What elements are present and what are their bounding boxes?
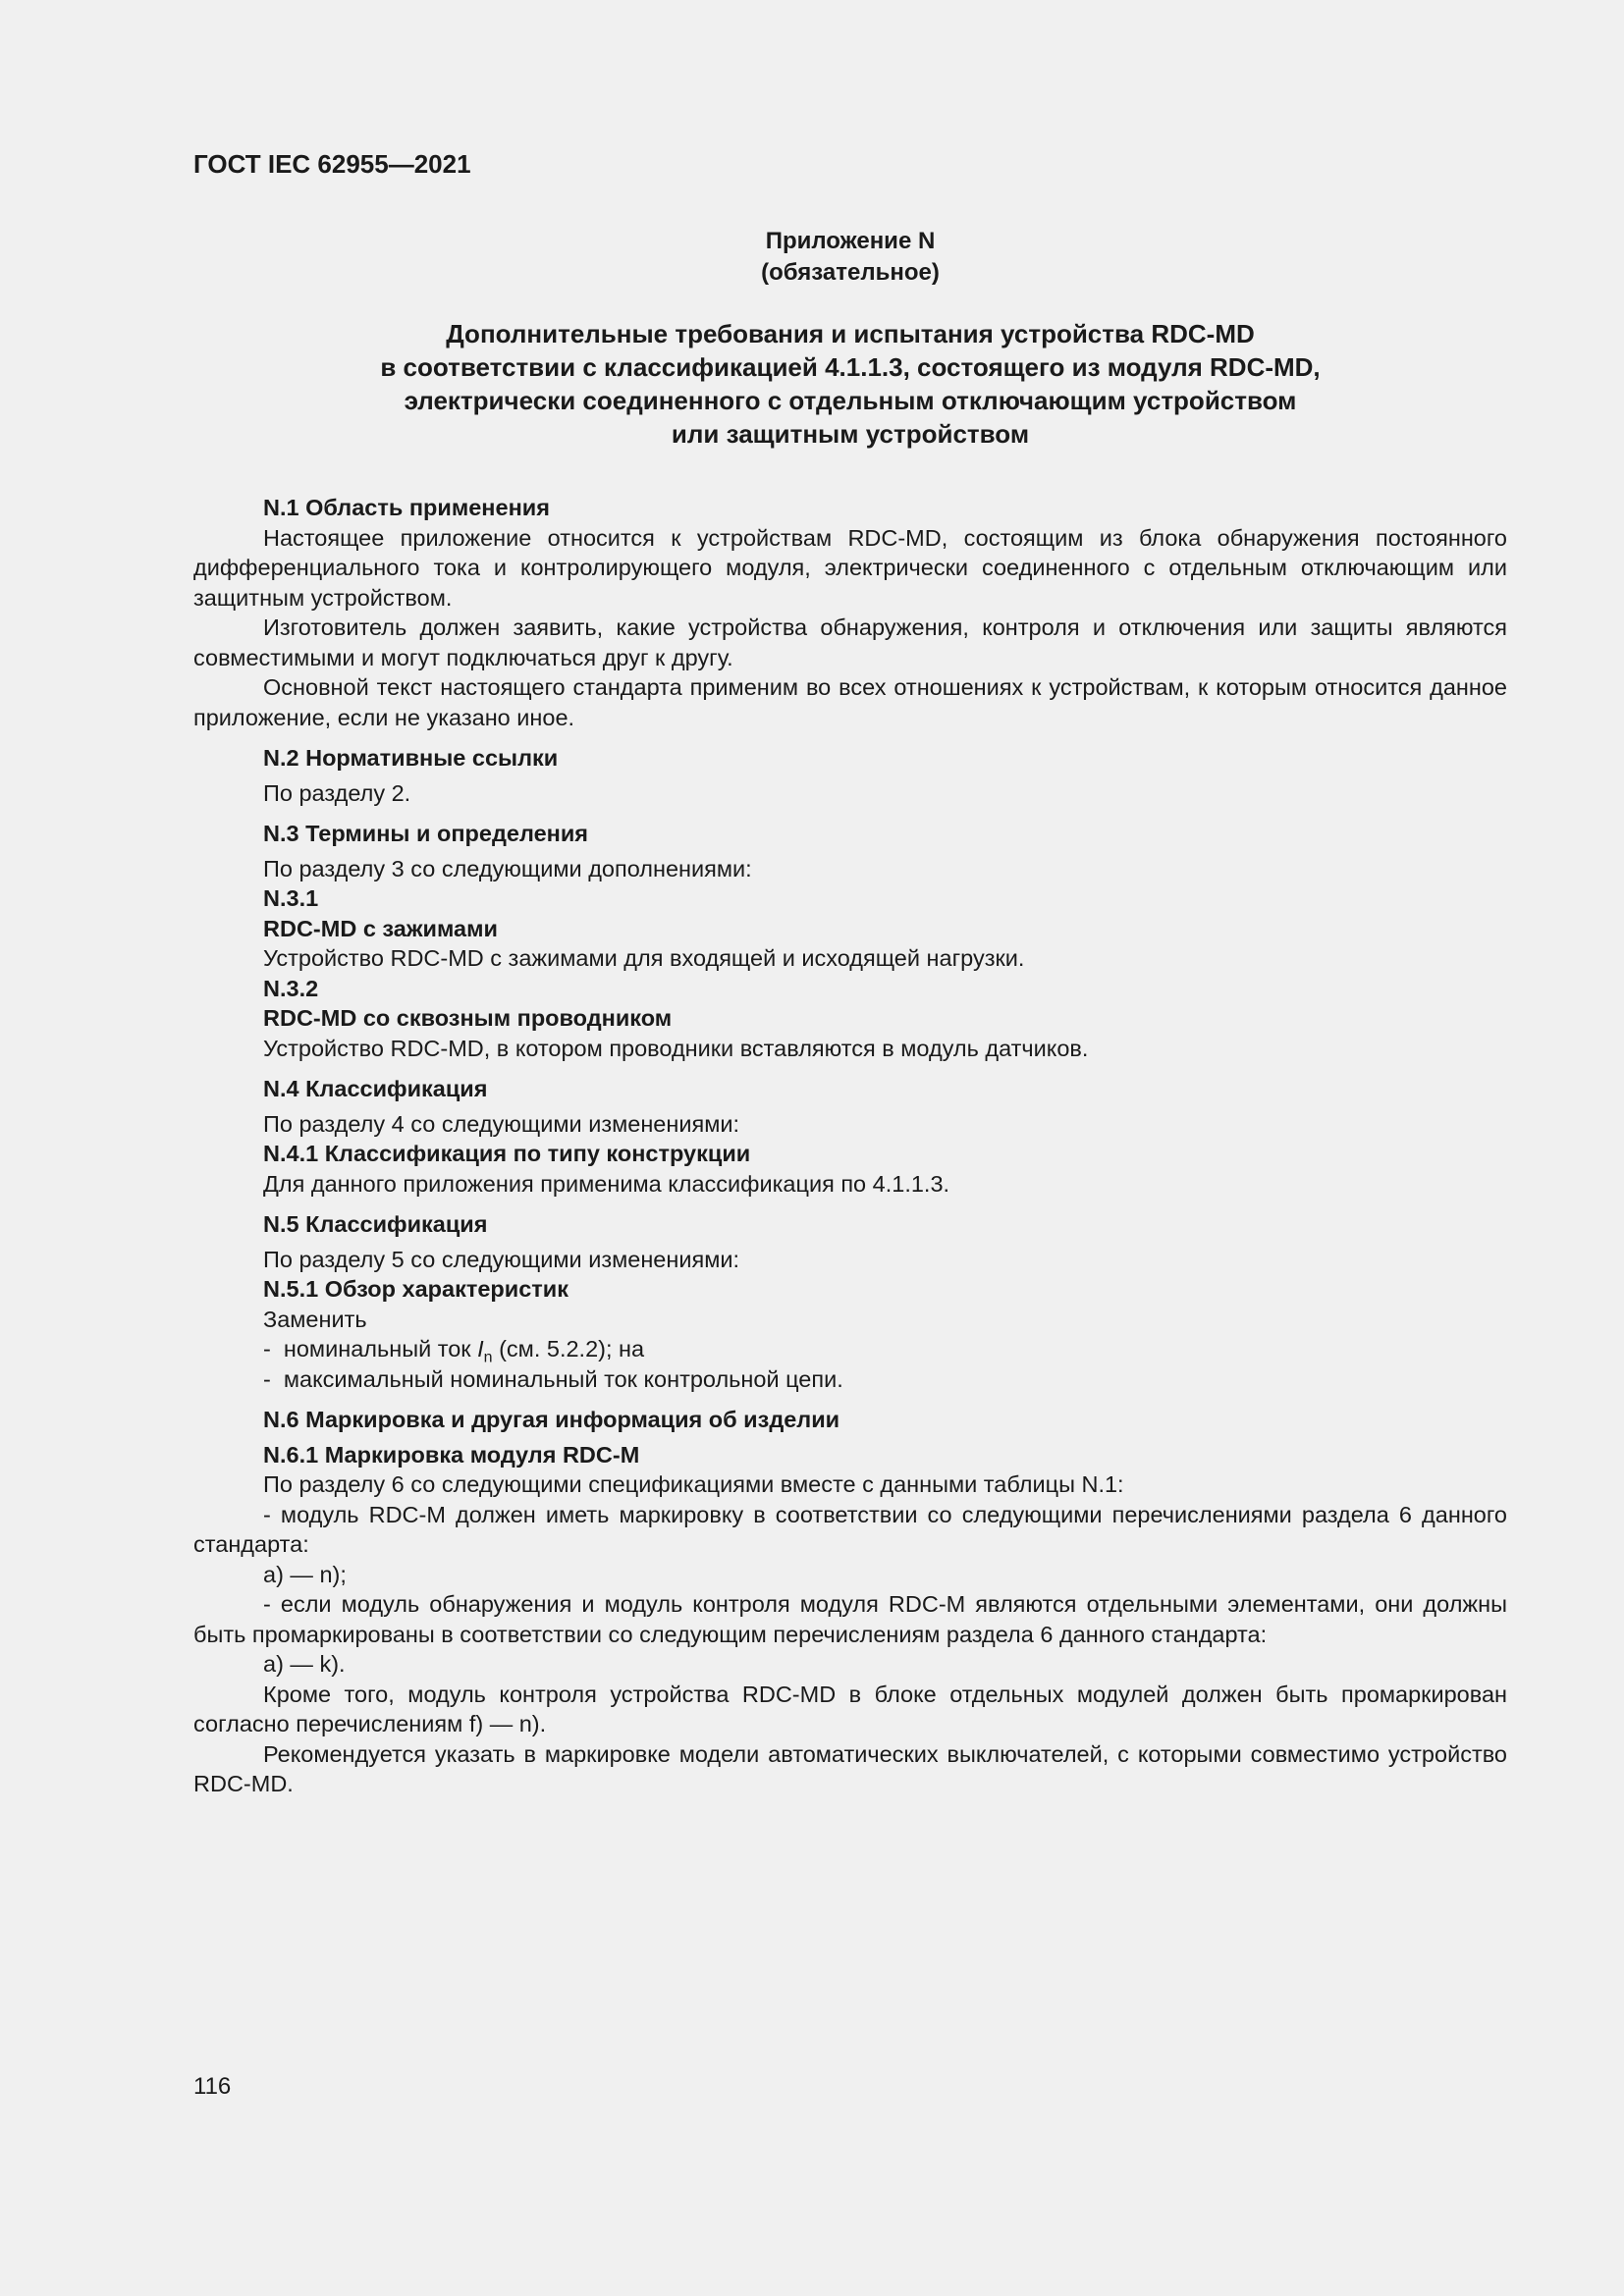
document-body <box>193 493 1507 1799</box>
paragraph: Кроме того, модуль контроля устройства RDC-MD в блоке отдельных модулей должен быть промаркирован согласно перечислениям f) — n). <box>193 1681 1507 1736</box>
paragraph: Заменить <box>263 1306 367 1332</box>
paragraph: По разделу 2. <box>263 779 411 806</box>
paragraph: Рекомендуется указать в маркировке модели автоматических выключателей, с которыми совместимо устройство RDC-MD. <box>193 1740 1507 1796</box>
annex-label: Приложение N <box>765 228 936 254</box>
term-name: RDC-MD со сквозным проводником <box>263 1005 673 1031</box>
list-item: - модуль RDC-M должен иметь маркировку в соответствии со следующими перечислениями раздела 6 данного стандарта: <box>193 1501 1507 1557</box>
annex-title <box>193 317 1507 451</box>
paragraph: По разделу 6 со следующими спецификациями вместе с данными таблицы N.1: <box>263 1471 1124 1497</box>
subsection-heading-n51: N.5.1 Обзор характеристик <box>263 1276 569 1302</box>
paragraph: Основной текст настоящего стандарта применим во всех отношениях к устройствам, к которым относится данное приложение, если не указано иное. <box>193 674 1507 730</box>
annex-title-line: в соответствии с классификацией 4.1.1.3, состоящего из модуля RDC-MD, <box>380 352 1321 382</box>
list-item: - если модуль обнаружения и модуль контроля модуля RDC-M являются отдельными элементами, они должны быть промаркированы в соответствии со следующим перечислениям раздела 6 данного стандарта: <box>193 1591 1507 1647</box>
annex-title-line: электрически соединенного с отдельным отключающим устройством <box>404 386 1297 415</box>
list-item-text: - номинальный ток <box>263 1336 478 1362</box>
list-item-text: (см. 5.2.2); на <box>492 1336 645 1362</box>
term-number: N.3.2 <box>263 975 319 1001</box>
annex-title-line: или защитным устройством <box>671 419 1030 449</box>
term-definition: Устройство RDC-MD с зажимами для входящей и исходящей нагрузки. <box>263 945 1025 971</box>
subsection-heading-n41: N.4.1 Классификация по типу конструкции <box>263 1141 751 1166</box>
section-heading-n6: N.6 Маркировка и другая информация об изделии <box>263 1407 840 1432</box>
annex-title-line: Дополнительные требования и испытания устройства RDC-MD <box>446 319 1255 348</box>
subsection-heading-n61: N.6.1 Маркировка модуля RDC-M <box>263 1441 640 1468</box>
current-subscript: n <box>483 1349 493 1366</box>
page-number: 116 <box>193 2073 232 2100</box>
annex-status: (обязательное) <box>761 259 940 286</box>
current-symbol: I <box>477 1336 484 1362</box>
term-name: RDC-MD с зажимами <box>263 915 498 941</box>
list-item: - максимальный номинальный ток контрольной цепи. <box>263 1365 843 1392</box>
section-heading-n1: N.1 Область применения <box>263 495 550 520</box>
paragraph: По разделу 5 со следующими изменениями: <box>263 1246 740 1272</box>
section-heading-n4: N.4 Классификация <box>263 1076 488 1101</box>
paragraph: a) — n); <box>263 1561 347 1587</box>
paragraph: По разделу 3 со следующими дополнениями: <box>263 855 752 881</box>
document-header: ГОСТ IEC 62955—2021 <box>193 149 471 179</box>
list-item <box>193 1334 1507 1364</box>
term-definition: Устройство RDC-MD, в котором проводники вставляются в модуль датчиков. <box>263 1035 1089 1061</box>
section-heading-n2: N.2 Нормативные ссылки <box>263 745 559 771</box>
section-heading-n5: N.5 Классификация <box>263 1211 488 1237</box>
term-number: N.3.1 <box>263 885 319 911</box>
section-heading-n3: N.3 Термины и определения <box>263 821 588 846</box>
paragraph: Изготовитель должен заявить, какие устройства обнаружения, контроля и отключения или защиты являются совместимыми и могут подключаться друг к другу. <box>193 614 1507 670</box>
paragraph: По разделу 4 со следующими изменениями: <box>263 1110 740 1137</box>
paragraph: a) — k). <box>263 1651 346 1677</box>
paragraph: Настоящее приложение относится к устройствам RDC-MD, состоящим из блока обнаружения постоянного дифференциального тока и контролирующего модуля, электрически соединенного с отдельным отключающим или защитным устройством. <box>193 524 1507 611</box>
paragraph: Для данного приложения применима классификация по 4.1.1.3. <box>263 1170 950 1197</box>
